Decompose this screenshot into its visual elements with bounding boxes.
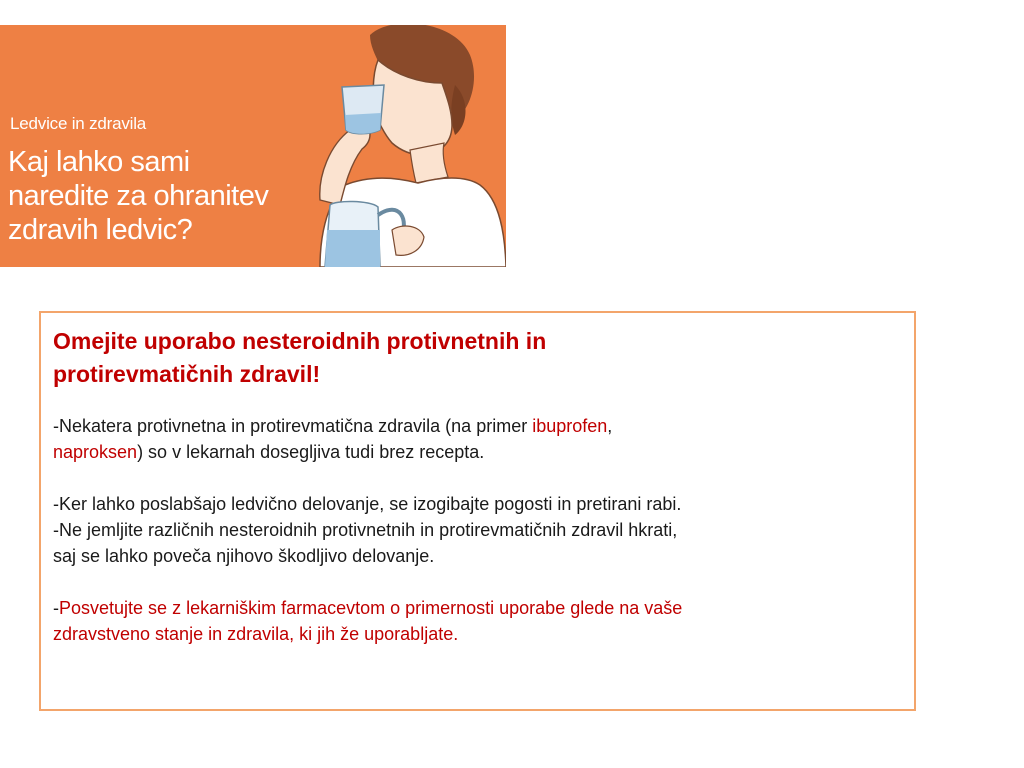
banner-title-line: Kaj lahko sami <box>8 146 190 178</box>
box-heading-line: Omejite uporabo nesteroidnih protivnetnih in <box>53 328 547 354</box>
p3-line: -Ne jemljite različnih nesteroidnih protivnetnih in protirevmatičnih zdravil hkrati, <box>53 520 678 540</box>
banner-title-line: zdravih ledvic? <box>8 214 193 246</box>
p3-line: saj se lahko poveča njihovo škodljivo delovanje. <box>53 546 435 566</box>
banner <box>0 25 506 267</box>
paragraph-consult-pharmacist <box>53 595 902 647</box>
p1-text-e: ) so v lekarnah dosegljiva tudi brez recepta. <box>137 442 485 462</box>
p4-line: Posvetujte se z lekarniškim farmacevtom o primernosti uporabe glede na vaše <box>59 598 683 618</box>
info-box <box>39 311 916 711</box>
p1-text-a: -Nekatera protivnetna in protirevmatična zdravila (na primer <box>53 416 533 436</box>
paragraph-avoid-overuse: -Ker lahko poslabšajo ledvično delovanje, se izogibajte pogosti in pretirani rabi. <box>53 494 682 514</box>
p1-text-c: , <box>607 416 613 436</box>
box-heading-line: protirevmatičnih zdravil! <box>53 361 321 387</box>
p4-line: zdravstveno stanje in zdravila, ki jih že uporabljate. <box>53 624 459 644</box>
banner-title-line: naredite za ohranitev <box>8 180 269 212</box>
box-heading <box>53 325 902 391</box>
banner-kicker: Ledvice in zdravila <box>10 114 147 133</box>
drug-name-ibuprofen: ibuprofen <box>532 416 608 436</box>
paragraph-otc-drugs <box>53 413 902 465</box>
drug-name-naproksen: naproksen <box>53 442 138 462</box>
p4-dash: - <box>53 598 59 618</box>
paragraph-no-combination <box>53 517 902 569</box>
banner-title <box>8 145 328 247</box>
